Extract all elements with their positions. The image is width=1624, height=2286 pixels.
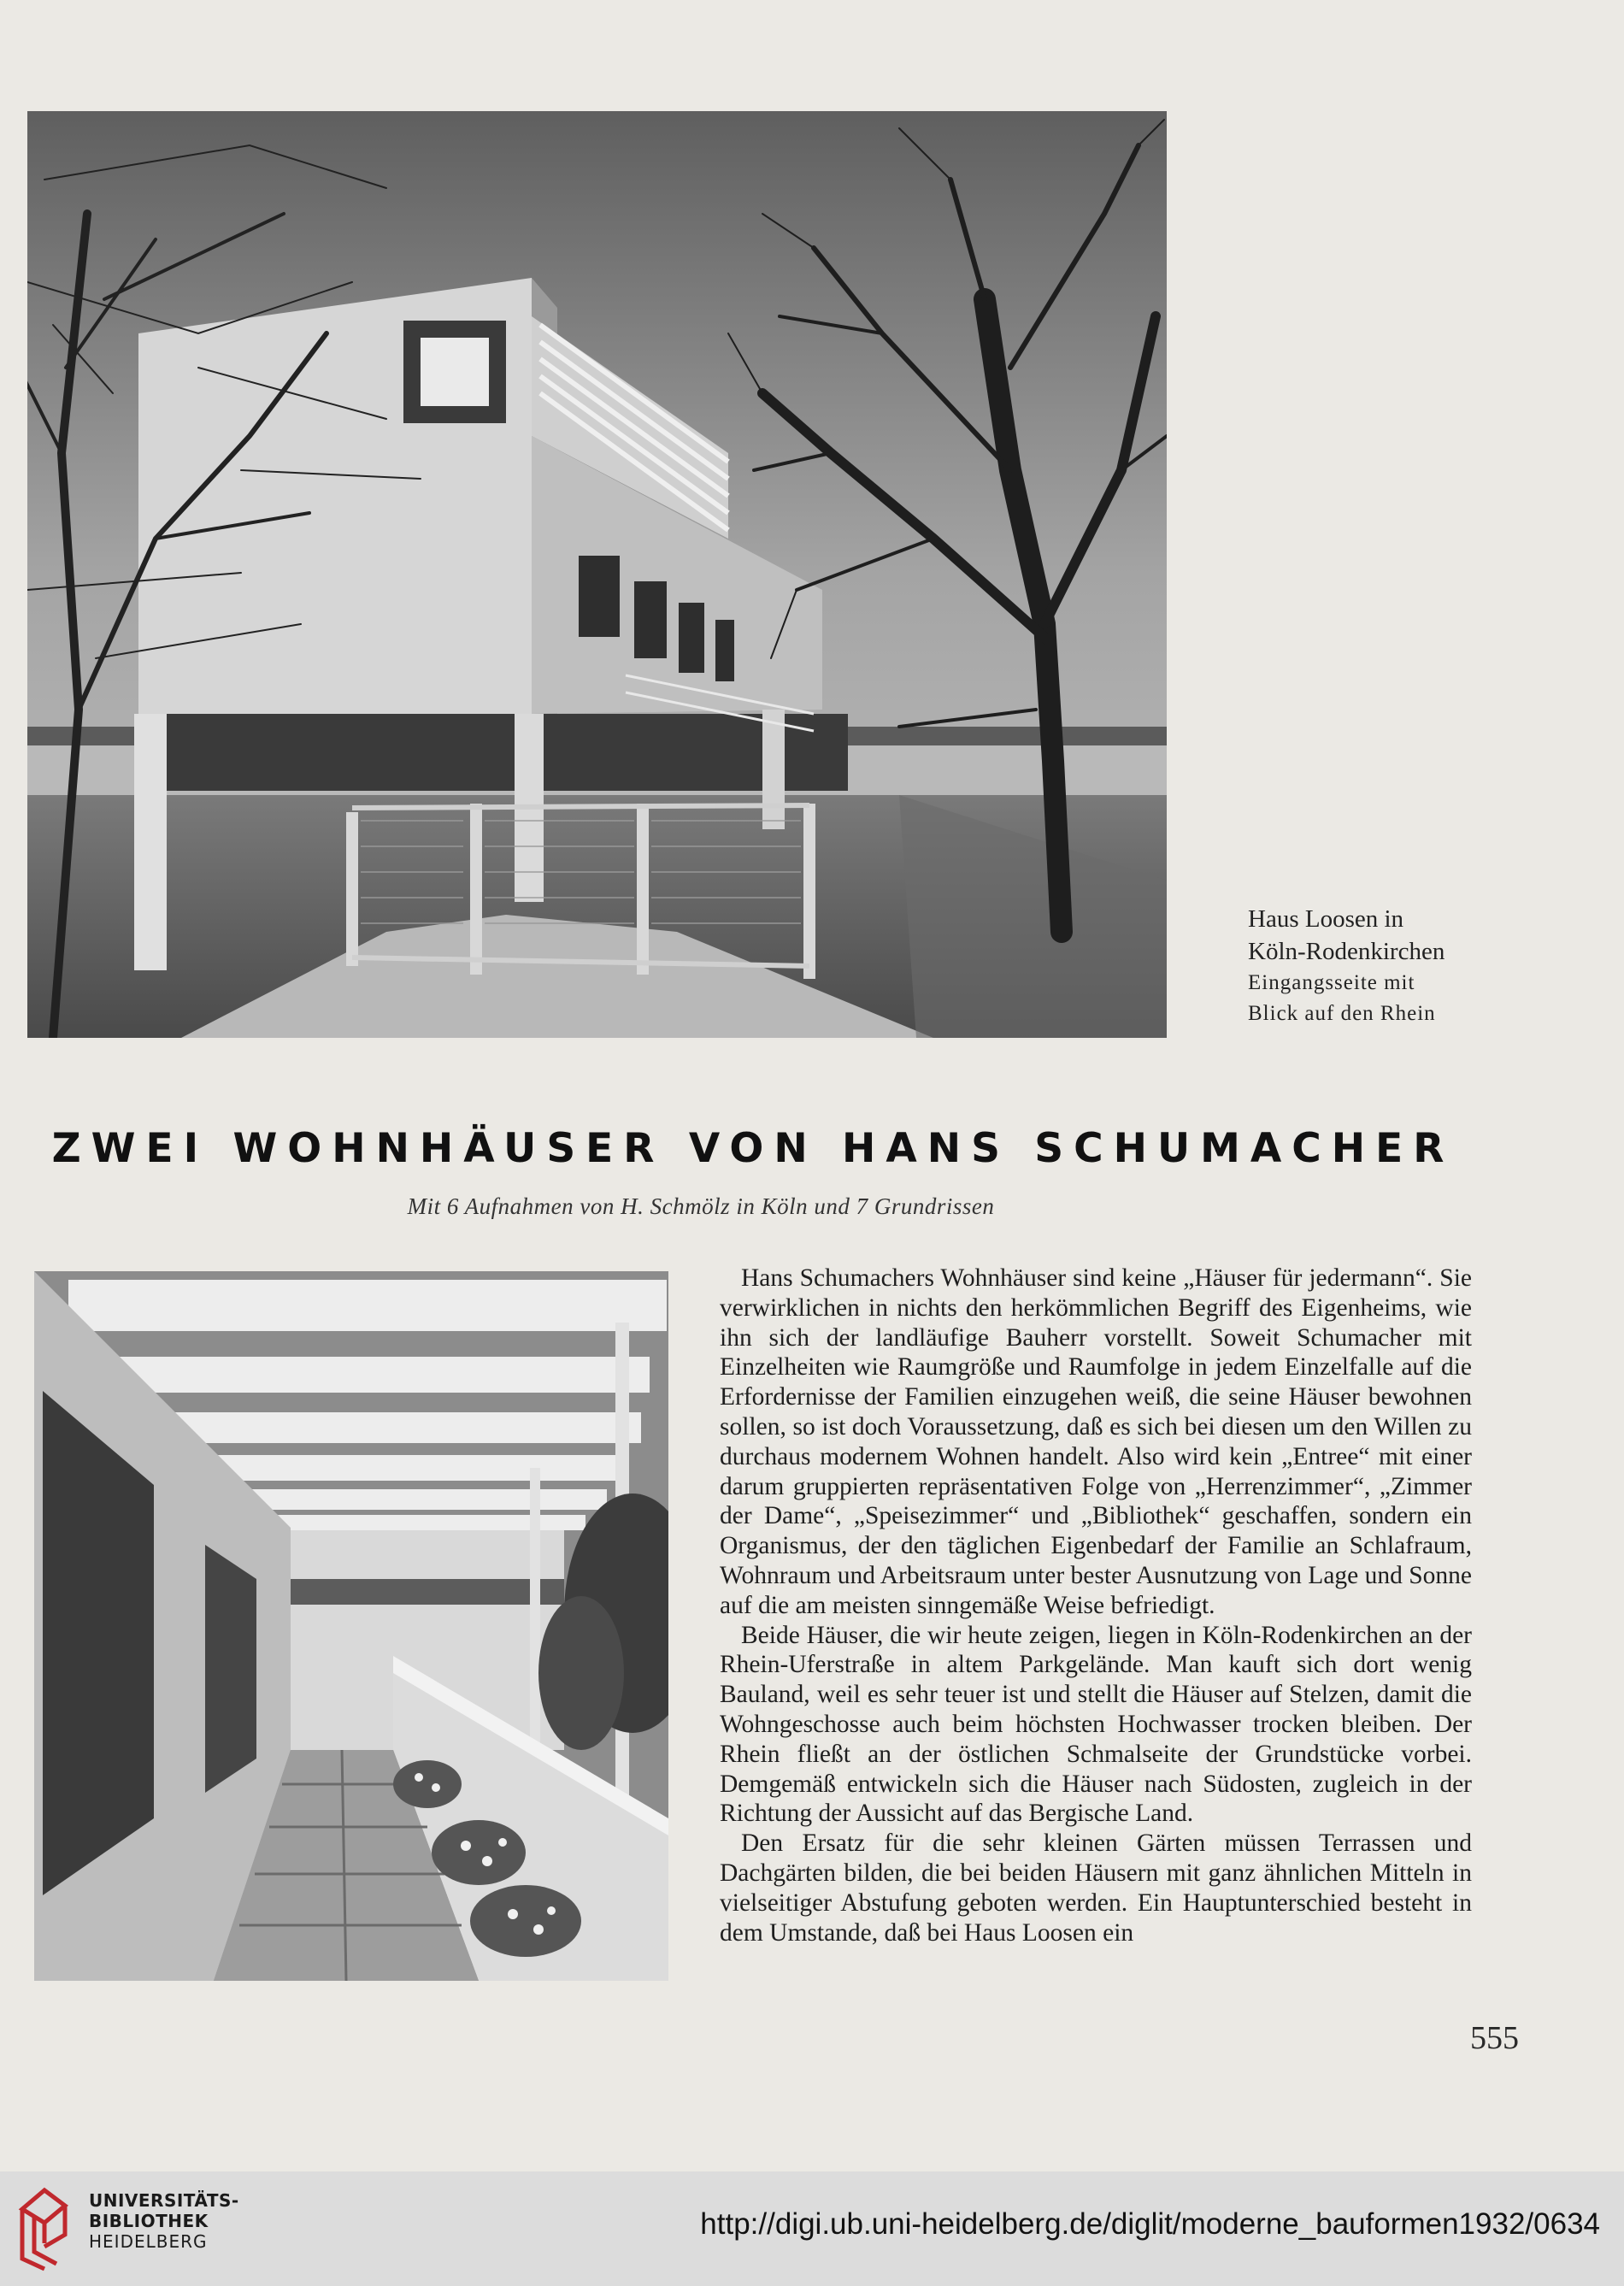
paragraph: Hans Schumachers Wohnhäuser sind keine „Häuser für jedermann“. Sie verwirklichen in nichts den herkömmlichen Begriff des Eigenheims, wie ihn sich der landläufige Bauherr vorstellt. Soweit Schumacher mit Einzelheiten wie Raumgröße und Raumfolge in jedem Einzelfalle auf die Erfordernisse der Familien einzugehen weiß, die seine Häuser bewohnen sollen, so ist doch Voraussetzung, daß es sich bei diesen um den Willen zu durchaus modernem Wohnen handelt. Also wird kein „Entree“ mit einer darum gruppierten repräsentativen Folge von „Herrenzimmer“, „Zimmer der Dame“, „Speisezimmer“ und „Bibliothek“ geschaffen, sondern ein Organismus, der den täglichen Eigenbedarf der Familie an Schlafraum, Wohnraum und Arbeitsraum unter bester Ausnutzung von Lage und Sonne auf die am meisten sinngemäße Weise befriedigt. — [720, 1264, 1473, 1619]
library-name-line2: BIBLIOTHEK — [89, 2211, 209, 2231]
article-body — [720, 1264, 1472, 1947]
terrace-image — [34, 1271, 668, 1981]
caption-description: Eingangsseite mit — [1248, 971, 1415, 994]
library-logo[interactable] — [15, 2183, 79, 2272]
caption-title: Haus Loosen in — [1248, 905, 1404, 933]
photo-caption — [1248, 903, 1530, 1029]
caption-description-2: Blick auf den Rhein — [1248, 1002, 1436, 1025]
caption-location: Köln-Rodenkirchen — [1248, 938, 1445, 965]
footer-bar — [0, 2171, 1624, 2286]
library-logo-icon — [15, 2183, 79, 2272]
library-name-line3: HEIDELBERG — [89, 2231, 208, 2252]
paragraph: Beide Häuser, die wir heute zeigen, liegen in Köln-Rodenkirchen an der Rhein-Uferstraße in altem Parkgelände. Man kauft sich dort wenig Bauland, weil es sehr teuer ist und stellt die Häuser auf Stelzen, damit die Wohngeschosse auch beim höchsten Hochwasser trocken bleiben. Der Rhein fließt an der östlichen Schmalseite der Grundstücke vorbei. Demgemäß entwickeln sich die Häuser nach Südosten, zugleich in der Richtung der Aussicht auf das Bergische Land. — [720, 1621, 1472, 1828]
house-exterior-photo — [27, 111, 1167, 1038]
page-number: 555 — [1470, 2020, 1519, 2056]
library-name-line1: UNIVERSITÄTS- — [89, 2190, 239, 2211]
article-title: ZWEI WOHNHÄUSER VON HANS SCHUMACHER — [51, 1125, 1455, 1172]
paragraph: Den Ersatz für die sehr kleinen Gärten müssen Terrassen und Dachgärten bilden, die bei beiden Häusern mit ganz ähnlichen Mitteln in vielseitiger Abstufung geboten werden. Ein Hauptunterschied besteht in dem Umstande, daß bei Haus Loosen ein — [720, 1829, 1472, 1947]
source-url-link[interactable]: http://digi.ub.uni-heidelberg.de/diglit/moderne_bauformen1932/0634 — [700, 2207, 1600, 2241]
terrace-photo — [34, 1271, 668, 1981]
article-subtitle: Mit 6 Aufnahmen von H. Schmölz in Köln und 7 Grundrissen — [407, 1193, 995, 1219]
library-name — [89, 2190, 239, 2252]
house-exterior-image — [27, 111, 1167, 1038]
